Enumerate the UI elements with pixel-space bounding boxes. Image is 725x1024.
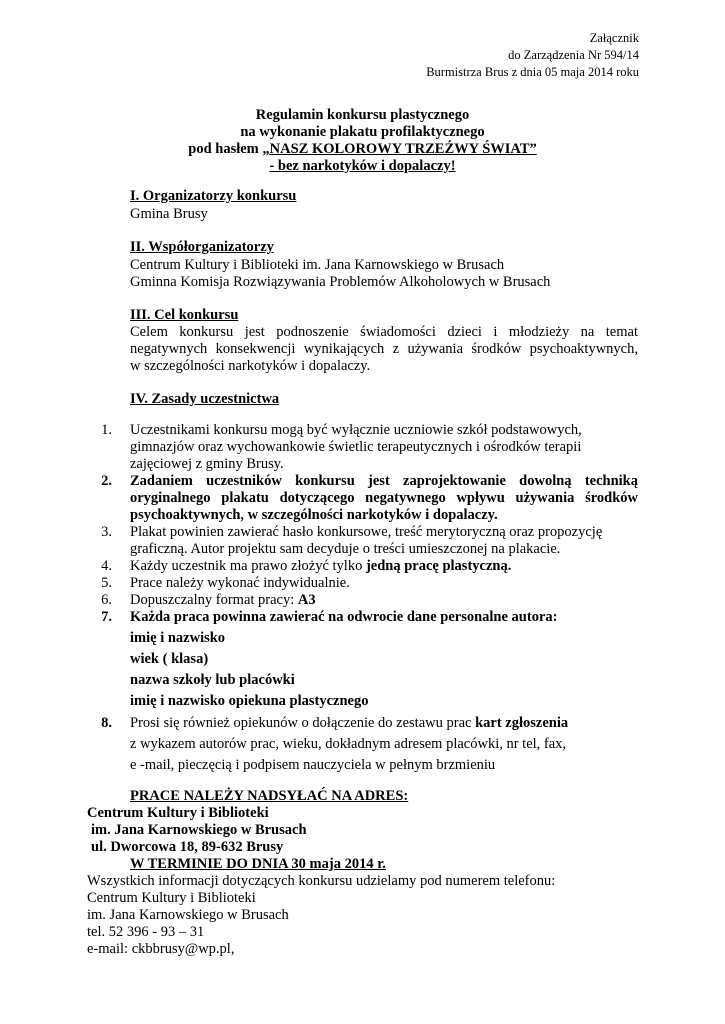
title-line-4: - bez narkotyków i dopalaczy!: [269, 158, 456, 174]
section-1-heading: I. Organizatorzy konkursu: [130, 188, 297, 204]
item-2-number: 2.: [101, 473, 112, 489]
item-8-line-1: [130, 714, 568, 733]
ordinance-date: Burmistrza Brus z dnia 05 maja 2014 roku: [426, 65, 639, 79]
section-2-line-1: Centrum Kultury i Biblioteki im. Jana Karnowskiego w Brusach: [130, 257, 505, 273]
item-7-field: imię i nazwisko opiekuna plastycznego: [130, 693, 369, 709]
item-8-plain: Prosi się również opiekunów o dołączenie do zestawu prac: [130, 715, 476, 731]
section-3-line-2: negatywnych konsekwencji wynikających z używania środków psychoaktywnych,: [130, 341, 638, 357]
item-3-number: 3.: [101, 524, 112, 540]
section-3-heading: III. Cel konkursu: [130, 307, 239, 323]
item-7-number: 7.: [101, 609, 112, 625]
item-8-bold: kart zgłoszenia: [475, 715, 569, 731]
address-line-1: Centrum Kultury i Biblioteki: [87, 805, 269, 821]
ordinance-number: do Zarządzenia Nr 594/14: [508, 48, 639, 62]
contact-line-2: Centrum Kultury i Biblioteki: [87, 890, 256, 906]
address-heading: PRACE NALEŻY NADSYŁAĆ NA ADRES:: [130, 788, 409, 804]
section-3-line-1: Celem konkursu jest podnoszenie świadomości dzieci i młodzieży na temat: [130, 324, 638, 340]
item-2-line-3: psychoaktywnych, w szczególności narkotyków i dopalaczy.: [130, 507, 498, 523]
item-2-line-2: oryginalnego plakatu dotyczącego negatywnego wpływu używania środków: [130, 490, 638, 506]
title-line-3: [0, 141, 725, 159]
item-4-number: 4.: [101, 558, 112, 574]
slogan-prefix: pod hasłem: [188, 141, 263, 157]
slogan-text: „NASZ KOLOROWY TRZEŹWY ŚWIAT”: [262, 141, 537, 157]
item-6-number: 6.: [101, 592, 112, 608]
section-3-line-3: w szczególności narkotyków i dopalaczy.: [130, 358, 371, 374]
contact-phone: tel. 52 396 - 93 – 31: [87, 924, 205, 940]
item-1-line-3: zajęciowej z gminy Brusy.: [130, 456, 284, 472]
item-3-line-1: Plakat powinien zawierać hasło konkursowe, treść merytoryczną oraz propozycję: [130, 524, 603, 540]
section-4-heading: IV. Zasady uczestnictwa: [130, 391, 280, 407]
contact-email: e-mail: ckbbrusy@wp.pl,: [87, 941, 235, 957]
item-6-bold: A3: [297, 592, 316, 608]
item-4-bold: jedną pracę plastyczną.: [365, 558, 512, 574]
item-1-line-2: gimnazjów oraz wychowankowie świetlic terapeutycznych i ośrodków terapii: [130, 439, 582, 455]
item-5-text: Prace należy wykonać indywidualnie.: [130, 575, 350, 591]
item-6-plain: Dopuszczalny format pracy:: [130, 592, 298, 608]
title-line-2: na wykonanie plakatu profilaktycznego: [240, 124, 485, 140]
annex-label: Załącznik: [589, 31, 639, 45]
item-8-line-3: e -mail, pieczęcią i podpisem nauczyciela w pełnym brzmieniu: [130, 757, 496, 773]
item-4-plain: Każdy uczestnik ma prawo złożyć tylko: [130, 558, 366, 574]
item-7-field: wiek ( klasa): [130, 651, 209, 667]
item-7-field: imię i nazwisko: [130, 630, 226, 646]
contact-line-3: im. Jana Karnowskiego w Brusach: [87, 907, 289, 923]
address-line-2: im. Jana Karnowskiego w Brusach: [91, 822, 307, 838]
section-2-line-2: Gminna Komisja Rozwiązywania Problemów Alkoholowych w Brusach: [130, 274, 551, 290]
section-1-body: Gmina Brusy: [130, 206, 208, 222]
item-3-line-2: graficzną. Autor projektu sam decyduje o treści umieszczonej na plakacie.: [130, 541, 561, 557]
section-2-heading: II. Współorganizatorzy: [130, 239, 274, 255]
item-7-field: nazwa szkoły lub placówki: [130, 672, 295, 688]
item-1-number: 1.: [101, 422, 112, 438]
deadline: W TERMINIE DO DNIA 30 maja 2014 r.: [130, 856, 386, 872]
item-5-number: 5.: [101, 575, 112, 591]
item-2-line-1: Zadaniem uczestników konkursu jest zaprojektowanie dowolną techniką: [130, 473, 638, 489]
title-line-1: Regulamin konkursu plastycznego: [255, 107, 470, 123]
address-line-3: ul. Dworcowa 18, 89-632 Brusy: [91, 839, 284, 855]
item-8-line-2: z wykazem autorów prac, wieku, dokładnym adresem placówki, nr tel, fax,: [130, 736, 567, 752]
item-8-number: 8.: [101, 715, 112, 731]
item-7-text: Każda praca powinna zawierać na odwrocie dane personalne autora:: [130, 609, 558, 625]
contact-intro: Wszystkich informacji dotyczących konkursu udzielamy pod numerem telefonu:: [87, 873, 556, 889]
item-1-line-1: Uczestnikami konkursu mogą być wyłącznie uczniowie szkół podstawowych,: [130, 422, 582, 438]
